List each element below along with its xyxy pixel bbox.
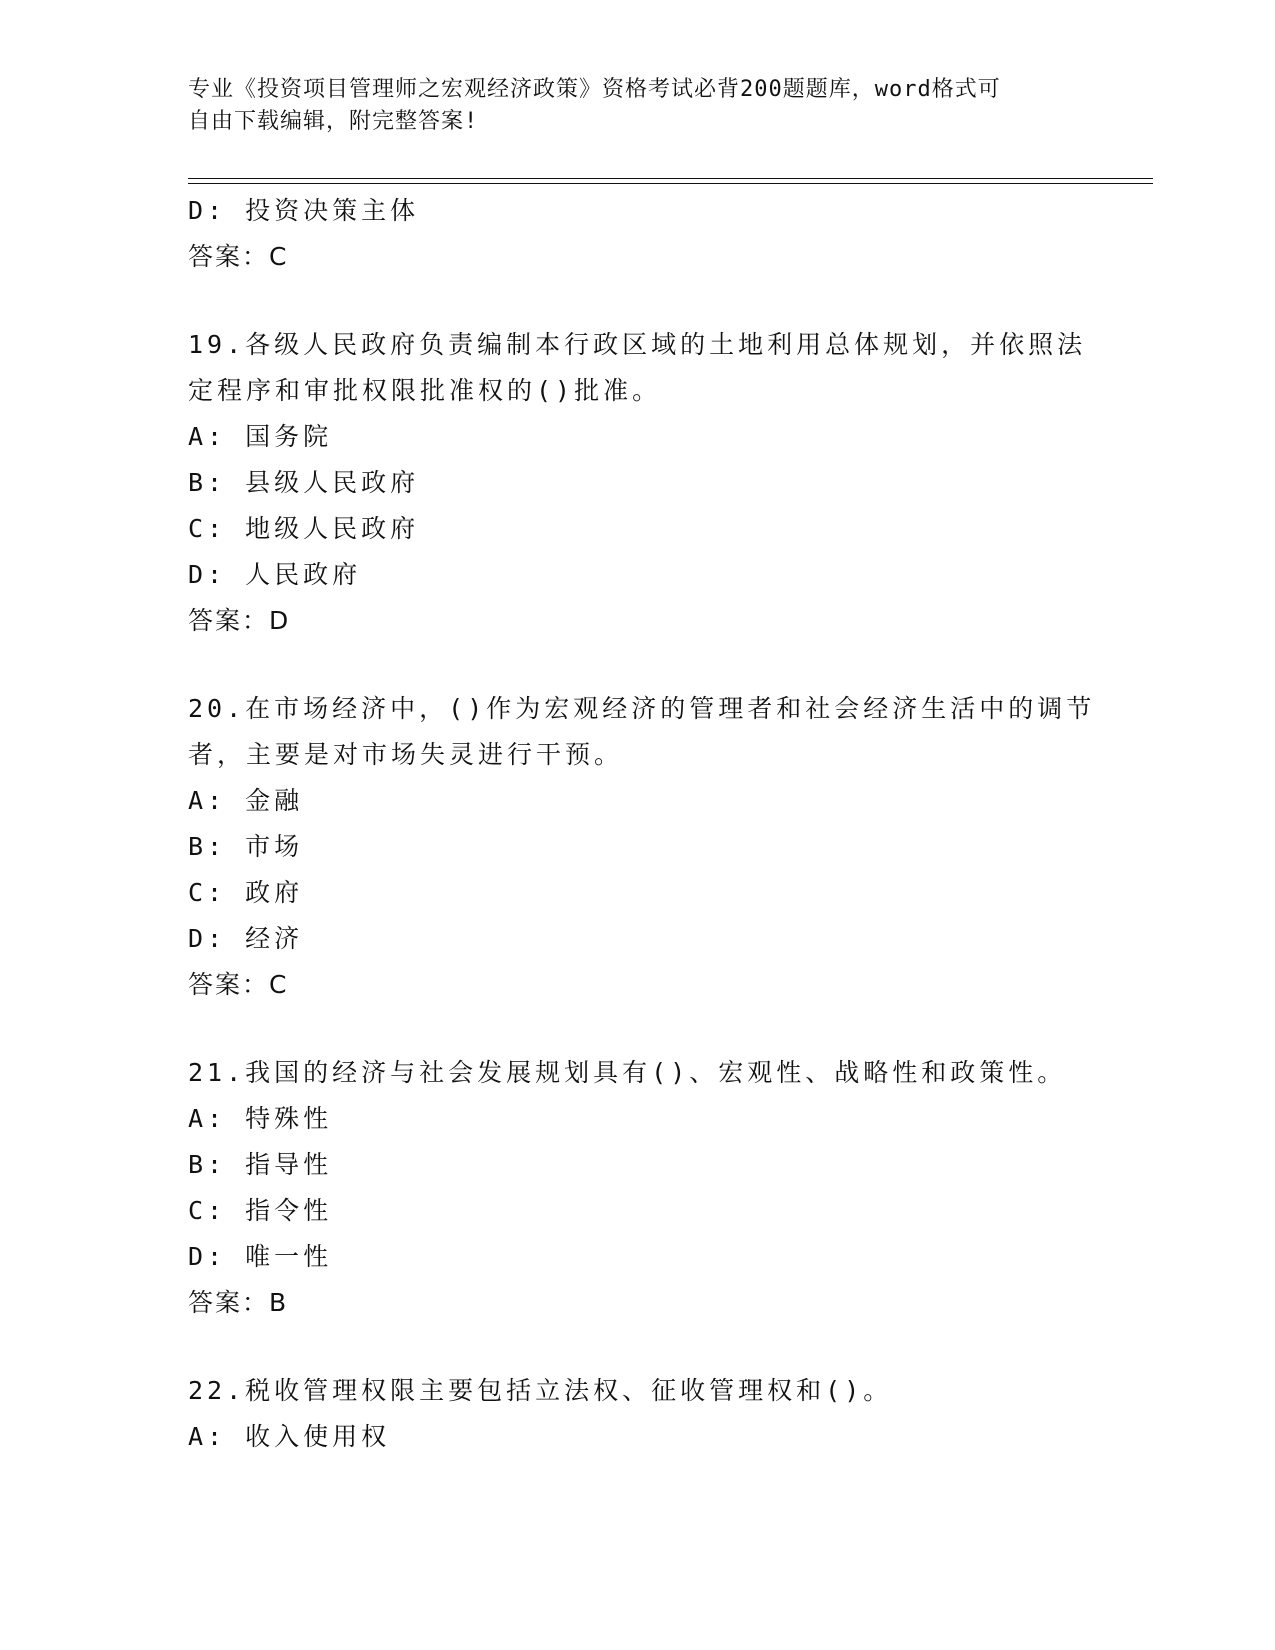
question-21 xyxy=(188,1050,1078,1326)
question-21-text-line-1: 21.我国的经济与社会发展规划具有()、宏观性、战略性和政策性。 xyxy=(188,1058,1067,1087)
question-19-option-a: A: 国务院 xyxy=(188,422,333,451)
question-20-option-b: B: 市场 xyxy=(188,832,304,861)
question-19-answer: 答案：D xyxy=(188,606,291,635)
question-19-text-line-1: 19.各级人民政府负责编制本行政区域的土地利用总体规划，并依照法 xyxy=(188,330,1087,359)
header-divider-top xyxy=(188,178,1153,179)
question-20-text-line-1: 20.在市场经济中，()作为宏观经济的管理者和社会经济生活中的调节 xyxy=(188,694,1096,723)
prev-question-answer: 答案：C xyxy=(188,242,289,271)
question-20-answer: 答案：C xyxy=(188,970,289,999)
question-21-answer: 答案：B xyxy=(188,1288,289,1317)
header-line-2: 自由下载编辑，附完整答案! xyxy=(188,109,479,134)
question-22-option-a: A: 收入使用权 xyxy=(188,1422,391,1451)
header-line-1: 专业《投资项目管理师之宏观经济政策》资格考试必背200题题库，word格式可 xyxy=(188,77,1001,102)
question-21-option-b: B: 指导性 xyxy=(188,1150,333,1179)
question-22-text-line-1: 22.税收管理权限主要包括立法权、征收管理权和()。 xyxy=(188,1376,893,1405)
question-21-option-d: D: 唯一性 xyxy=(188,1242,333,1271)
question-20-option-c: C: 政府 xyxy=(188,878,304,907)
question-20-option-a: A: 金融 xyxy=(188,786,304,815)
document-header xyxy=(188,74,1068,138)
document-body xyxy=(188,188,1096,1460)
question-20 xyxy=(188,686,1096,1008)
question-19-option-b: B: 县级人民政府 xyxy=(188,468,420,497)
question-21-option-a: A: 特殊性 xyxy=(188,1104,333,1133)
prev-question-option-d: D: 投资决策主体 xyxy=(188,196,420,225)
header-divider-bottom xyxy=(188,183,1153,184)
question-19-option-c: C: 地级人民政府 xyxy=(188,514,420,543)
question-21-option-c: C: 指令性 xyxy=(188,1196,333,1225)
question-19-text-line-2: 定程序和审批权限批准权的()批准。 xyxy=(188,376,662,405)
question-20-option-d: D: 经济 xyxy=(188,924,304,953)
question-20-text-line-2: 者，主要是对市场失灵进行干预。 xyxy=(188,740,624,769)
question-19 xyxy=(188,322,1087,644)
question-22 xyxy=(188,1368,1078,1460)
question-19-option-d: D: 人民政府 xyxy=(188,560,362,589)
